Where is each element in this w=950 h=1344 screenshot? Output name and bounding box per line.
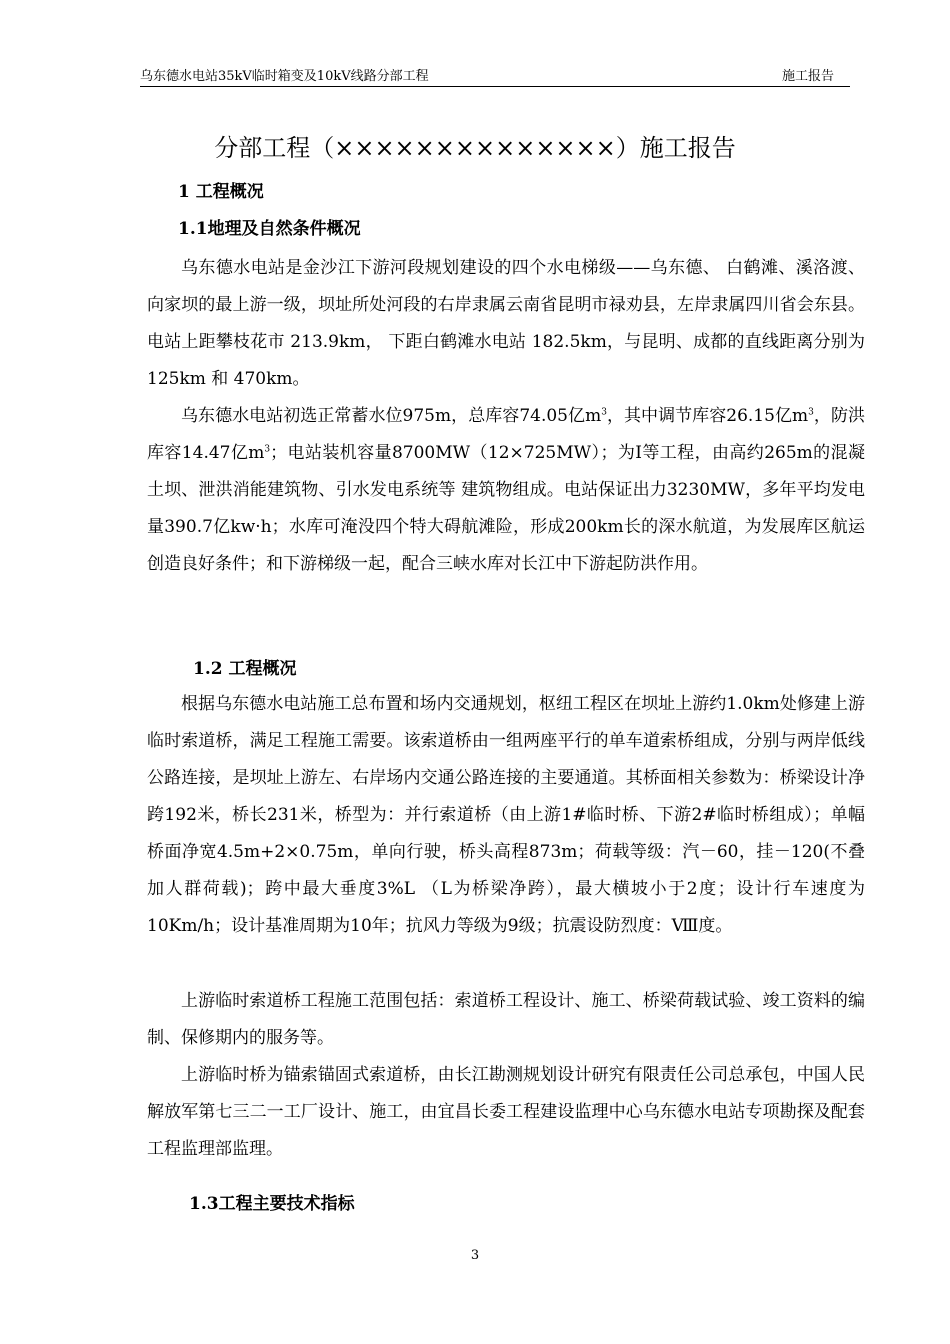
page-title: 分部工程（××××××××××××××）施工报告 bbox=[214, 134, 736, 162]
section-heading-1-2: 1.2 工程概况 bbox=[193, 659, 297, 679]
section-heading-1: 1 工程概况 bbox=[178, 182, 264, 202]
page-number: 3 bbox=[470, 1248, 480, 1263]
section-heading-1-3: 1.3工程主要技术指标 bbox=[189, 1194, 355, 1214]
paragraph-geography: 乌东德水电站是金沙江下游河段规划建设的四个水电梯级——乌东德、 白鹤滩、溪洛渡、向家坝的最上游一级，坝址所处河段的右岸隶属云南省昆明市禄劝县，左岸隶属四川省会东县。电站上距攀枝花市 213.9km， 下距白鹤滩水电站 182.5km，与昆明、成都的直线距离分别为 125km 和 470km。 bbox=[147, 258, 865, 389]
paragraph-reservoir-part-2: ，其中调节库容26.15亿m bbox=[606, 406, 809, 426]
paragraph-construction-scope: 上游临时索道桥工程施工范围包括：索道桥工程设计、施工、桥梁荷载试验、竣工资料的编制、保修期内的服务等。 bbox=[147, 991, 865, 1048]
superscript-cubic-1: 3 bbox=[601, 407, 607, 418]
superscript-cubic-2: 3 bbox=[808, 407, 814, 418]
header-project-title: 乌东德水电站35kV临时箱变及10kV线路分部工程 bbox=[140, 69, 429, 84]
paragraph-reservoir-part-4: ；电站装机容量8700MW（12×725MW）；为Ⅰ等工程，由高约265m的混凝土坝、泄洪消能建筑物、引水发电系统等 建筑物组成。电站保证出力3230MW，多年平均发电量390.7亿kw·h；水库可淹没四个特大碍航滩险，形成200km长的深水航道，为发展库区航运创造良好条件；和下游梯级一起，配合三峡水库对长江中下游起防洪作用。 bbox=[147, 443, 865, 574]
paragraph-reservoir-part-3: ，防洪库容14.47亿m bbox=[147, 406, 866, 463]
superscript-cubic-3: 3 bbox=[264, 444, 271, 455]
section-heading-1-1: 1.1地理及自然条件概况 bbox=[178, 219, 361, 239]
paragraph-bridge-overview: 根据乌东德水电站施工总布置和场内交通规划，枢纽工程区在坝址上游约1.0km处修建上游临时索道桥，满足工程施工需要。该索道桥由一组两座平行的单车道索桥组成，分别与两岸低线公路连接，是坝址上游左、右岸场内交通公路连接的主要通道。其桥面相关参数为：桥梁设计净跨192米，桥长231米，桥型为：并行索道桥（由上游1#临时桥、下游2#临时桥组成）；单幅桥面净宽4.5m+2×0.75m，单向行驶，桥头高程873m；荷载等级：汽－60，挂－120(不叠加人群荷载)；跨中最大垂度3%L （L为桥梁净跨），最大横坡小于2度；设计行车速度为10Km/h；设计基准周期为10年；抗风力等级为9级；抗震设防烈度：Ⅷ度。 bbox=[147, 694, 865, 936]
paragraph-reservoir-part-1: 乌东德水电站初选正常蓄水位975m，总库容74.05亿m bbox=[181, 406, 602, 426]
paragraph-reservoir bbox=[147, 398, 865, 583]
header-divider bbox=[140, 86, 850, 87]
header-doc-type: 施工报告 bbox=[781, 69, 834, 84]
paragraph-contractors: 上游临时桥为锚索锚固式索道桥，由长江勘测规划设计研究有限责任公司总承包，中国人民解放军第七三二一工厂设计、施工，由宜昌长委工程建设监理中心乌东德水电站专项勘探及配套工程监理部监理。 bbox=[147, 1065, 865, 1159]
